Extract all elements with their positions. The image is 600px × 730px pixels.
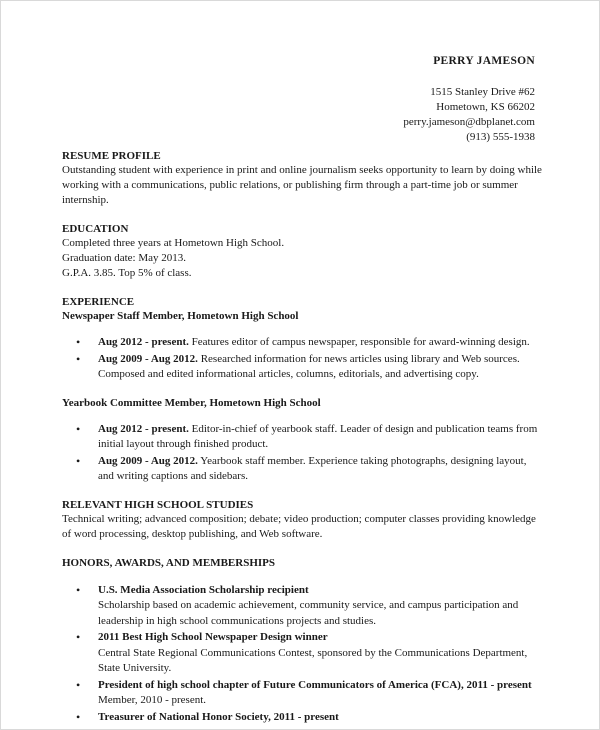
duty-text: Researched information for news articles using library and Web sources. Composed and edited informational articles, columns, editorials, and advertising copy. [98,352,520,380]
list-item [62,678,542,709]
job-title: Yearbook Committee Member, Hometown High School [62,396,321,409]
list-item [62,630,542,677]
duty-text: Features editor of campus newspaper, responsible for award-winning design. [188,336,530,348]
duty-text: Editor-in-chief of yearbook staff. Leader of design and publication teams from initial layout through finished product. [98,422,538,450]
bullet-icon: • [76,351,81,366]
list-item [62,454,542,485]
duty-text: Yearbook staff member. Experience taking photographs, designing layout, and writing captions and sidebars. [98,454,527,482]
section-title-profile: RESUME PROFILE [62,150,161,162]
list-item [62,352,542,383]
duty-dates: Aug 2012 - present. [98,336,189,348]
phone: (913) 555-1938 [466,131,535,143]
address-line-1: 1515 Stanley Drive #62 [430,86,535,98]
resume-body [62,149,542,726]
bullet-icon: • [76,677,81,692]
list-item [62,335,542,351]
list-item [62,422,542,453]
bullet-icon: • [76,630,81,644]
section-title-honors: HONORS, AWARDS, AND MEMBERSHIPS [62,556,276,569]
honor-title: President of high school chapter of Future Communicators of America (FCA), 2011 - present [98,678,532,691]
honor-text: Member, 2010 - present. [98,694,207,706]
bullet-icon: • [76,582,81,597]
honor-text: Central State Regional Communications Contest, sponsored by the Communications Department, State University. [98,646,528,674]
job-title: Newspaper Staff Member, Hometown High School [62,310,299,322]
duty-dates: Aug 2009 - Aug 2012. [98,352,198,365]
bullet-icon: • [76,709,81,724]
bullet-icon: • [76,335,81,349]
email: perry.jameson@dbplanet.com [403,116,535,128]
education-line: Graduation date: May 2013. [62,252,187,264]
contact-header [403,55,535,145]
job-duties-list [62,335,542,383]
section-title-experience: EXPERIENCE [62,296,135,308]
bullet-icon: • [76,453,81,468]
list-item [62,583,542,630]
education-line: Completed three years at Hometown High School. [62,237,285,249]
bullet-icon: • [76,421,81,436]
job-duties-list [62,422,542,485]
section-title-studies: RELEVANT HIGH SCHOOL STUDIES [62,498,254,511]
education-line: G.P.A. 3.85. Top 5% of class. [62,267,192,279]
section-title-education: EDUCATION [62,223,129,235]
honor-title: U.S. Media Association Scholarship recipient [98,583,309,596]
address-line-2: Hometown, KS 66202 [436,101,535,113]
duty-dates: Aug 2012 - present. [98,422,189,435]
honor-title: Treasurer of National Honor Society, 2011 - present [98,710,339,723]
candidate-name: PERRY JAMESON [433,55,535,67]
list-item [62,710,542,726]
profile-text: Outstanding student with experience in print and online journalism seeks opportunity to learn by doing while working with a communications, public relations, or publishing firm through a part-time job or summer internship. [62,164,542,206]
studies-text: Technical writing; advanced composition; debate; video production; computer classes providing knowledge of word processing, desktop publishing, and Web software. [62,512,536,540]
honors-list [62,583,542,726]
honor-title: 2011 Best High School Newspaper Design winner [98,631,328,643]
duty-dates: Aug 2009 - Aug 2012. [98,454,198,467]
honor-text: Scholarship based on academic achievement, community service, and campus participation and leadership in high school communications projects and studies. [98,599,519,627]
